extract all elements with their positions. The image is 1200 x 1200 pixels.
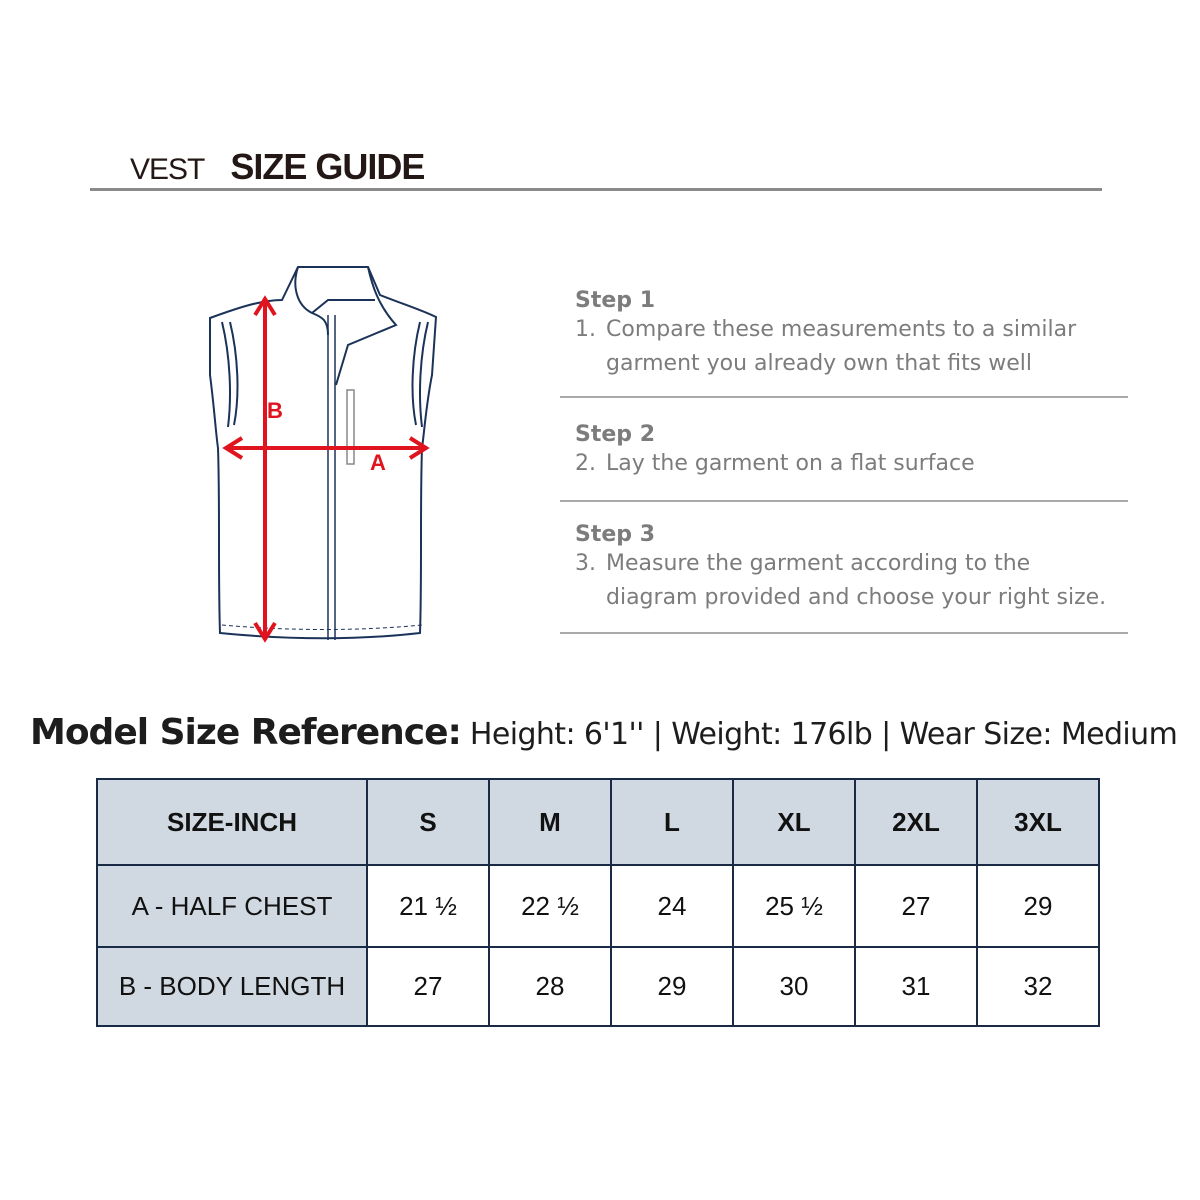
step-text bbox=[575, 547, 1128, 615]
step-line: diagram provided and choose your right size. bbox=[606, 585, 1107, 610]
step-line: garment you already own that fits well bbox=[606, 351, 1032, 376]
row-label: B - BODY LENGTH bbox=[97, 947, 367, 1026]
model-weight: Weight: 176lb bbox=[671, 717, 873, 752]
vest-diagram bbox=[200, 255, 450, 650]
step-text bbox=[575, 447, 1128, 481]
header-cell: L bbox=[611, 779, 733, 865]
page-title: SIZE GUIDE bbox=[230, 146, 425, 187]
table-cell: 21 ½ bbox=[367, 865, 489, 947]
table-cell: 30 bbox=[733, 947, 855, 1026]
page-header bbox=[130, 146, 424, 188]
step-number: 3. bbox=[575, 551, 596, 576]
header-cell: 2XL bbox=[855, 779, 977, 865]
table-cell: 25 ½ bbox=[733, 865, 855, 947]
garment-type: VEST bbox=[130, 153, 205, 186]
measure-arrows-icon bbox=[226, 299, 426, 639]
size-chart-table bbox=[96, 778, 1100, 1027]
label-b: B bbox=[267, 398, 283, 423]
step-title: Step 3 bbox=[575, 522, 655, 547]
row-label: A - HALF CHEST bbox=[97, 865, 367, 947]
model-wear-size: Wear Size: Medium bbox=[899, 717, 1178, 752]
step-3 bbox=[560, 502, 1128, 634]
step-line: Compare these measurements to a similar bbox=[606, 317, 1077, 342]
table-cell: 24 bbox=[611, 865, 733, 947]
model-size-reference bbox=[30, 712, 1177, 753]
header-cell: S bbox=[367, 779, 489, 865]
step-number: 1. bbox=[575, 317, 596, 342]
step-number: 2. bbox=[575, 451, 596, 476]
table-cell: 27 bbox=[855, 865, 977, 947]
separator: | bbox=[881, 717, 891, 752]
step-line: Lay the garment on a flat surface bbox=[606, 451, 975, 476]
table-cell: 31 bbox=[855, 947, 977, 1026]
step-1 bbox=[560, 284, 1128, 398]
step-2 bbox=[560, 398, 1128, 502]
model-height: Height: 6'1'' bbox=[469, 717, 644, 752]
measuring-steps bbox=[560, 284, 1128, 634]
step-title: Step 1 bbox=[575, 288, 655, 313]
vest-outline-icon bbox=[210, 267, 436, 640]
table-cell: 22 ½ bbox=[489, 865, 611, 947]
table-cell: 32 bbox=[977, 947, 1099, 1026]
step-title: Step 2 bbox=[575, 422, 655, 447]
table-cell: 27 bbox=[367, 947, 489, 1026]
step-body bbox=[606, 547, 1106, 615]
header-cell: SIZE-INCH bbox=[97, 779, 367, 865]
table-row bbox=[97, 947, 1099, 1026]
header-cell: M bbox=[489, 779, 611, 865]
table-cell: 29 bbox=[977, 865, 1099, 947]
table-cell: 29 bbox=[611, 947, 733, 1026]
model-label: Model Size Reference: bbox=[30, 712, 461, 753]
label-a: A bbox=[370, 450, 386, 475]
table-row bbox=[97, 865, 1099, 947]
step-line: Measure the garment according to the bbox=[606, 551, 1031, 576]
header-divider bbox=[90, 188, 1102, 191]
header-cell: XL bbox=[733, 779, 855, 865]
table-header-row bbox=[97, 779, 1099, 865]
separator: | bbox=[652, 717, 663, 752]
table-cell: 28 bbox=[489, 947, 611, 1026]
step-body bbox=[606, 313, 1076, 381]
step-text bbox=[575, 313, 1128, 381]
header-cell: 3XL bbox=[977, 779, 1099, 865]
